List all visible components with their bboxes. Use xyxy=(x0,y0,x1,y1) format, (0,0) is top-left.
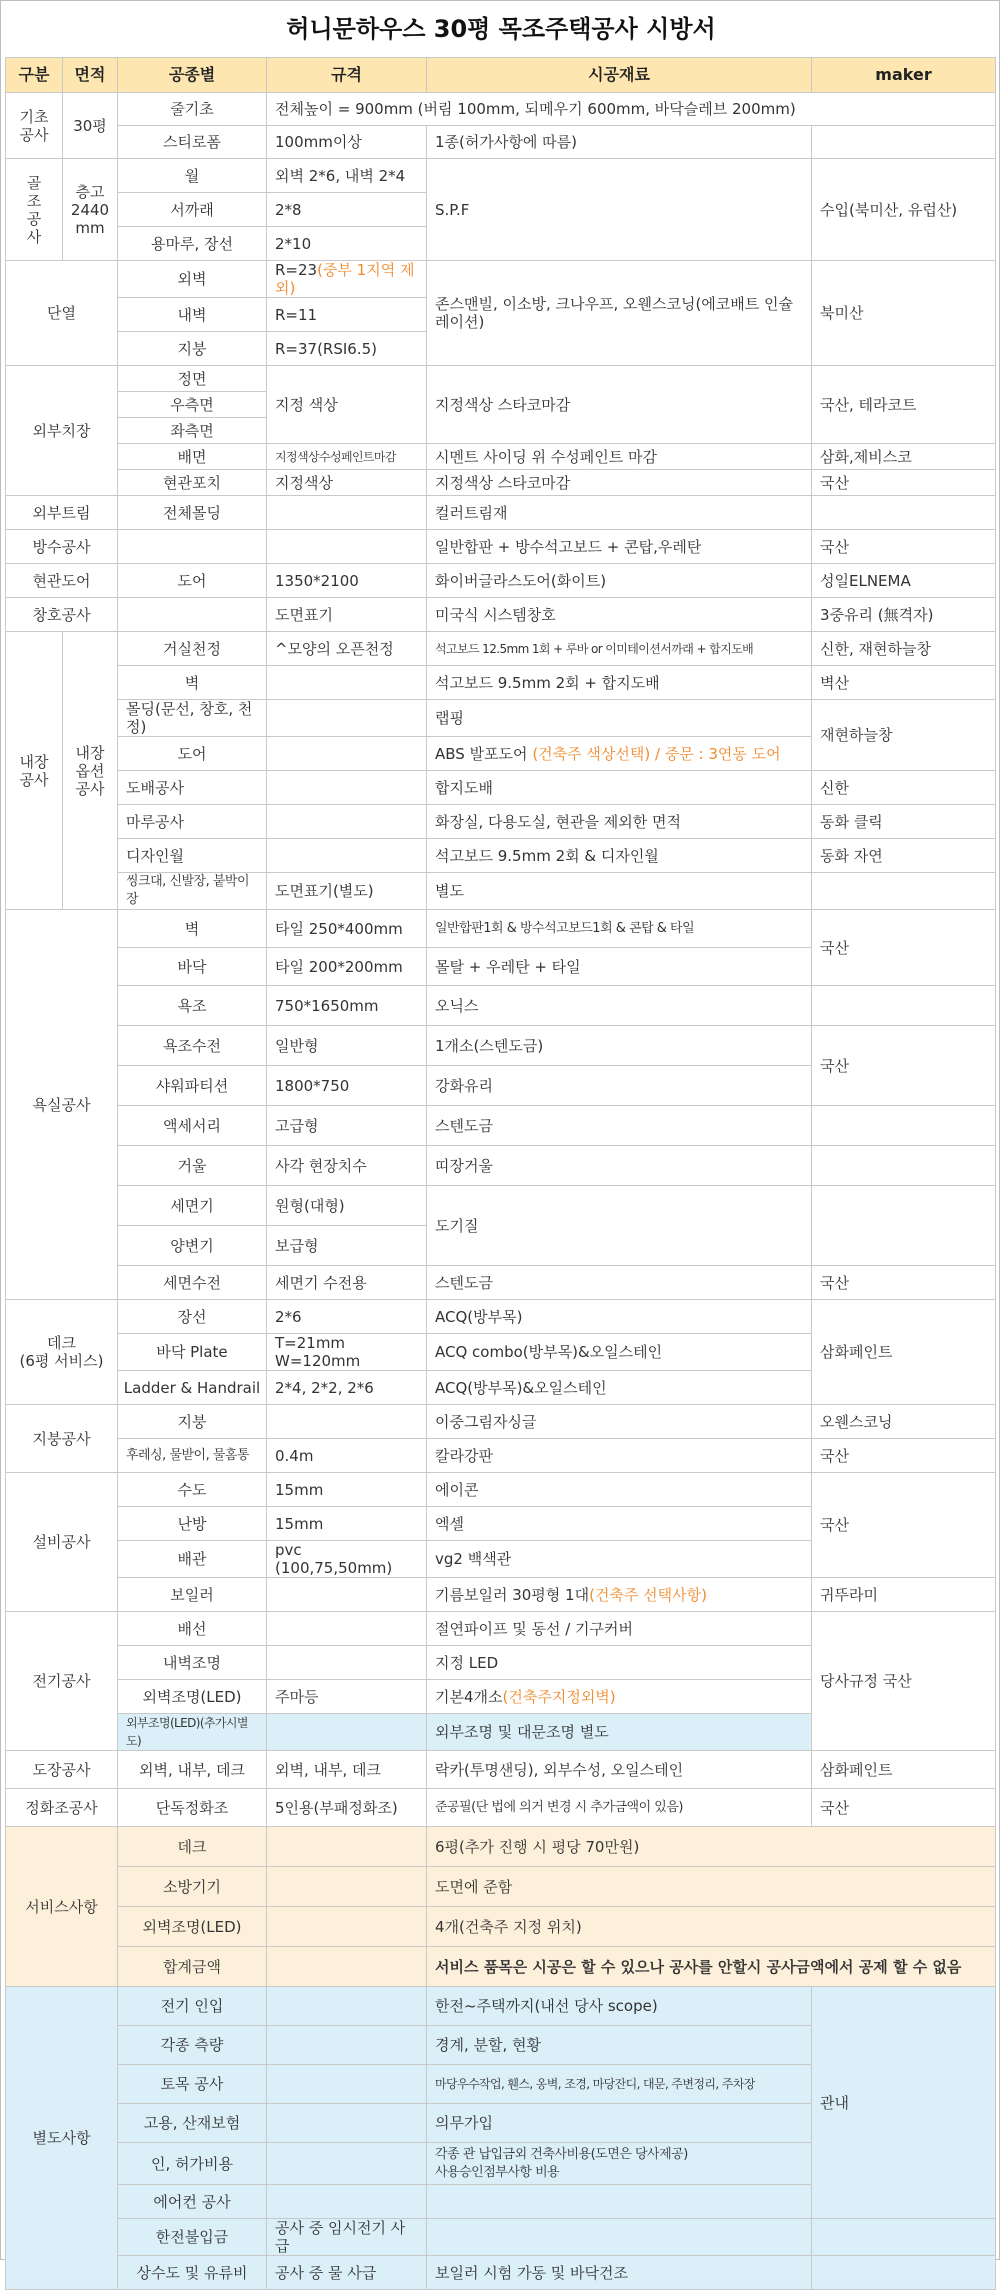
item-cell xyxy=(118,530,267,564)
spec-cell: ^모양의 오픈천정 xyxy=(267,632,427,666)
item-cell: 욕조수전 xyxy=(118,1026,267,1066)
group-label: 골 조 공 사 xyxy=(6,159,63,261)
item-cell: 바닥 xyxy=(118,948,267,986)
item-cell: 세면수전 xyxy=(118,1266,267,1300)
material-cell: 준공필(단 법에 의거 변경 시 추가금액이 있음) xyxy=(427,1789,812,1827)
spec-cell: T=21mm W=120mm xyxy=(267,1334,427,1371)
spec-cell: 15mm xyxy=(267,1507,427,1541)
maker-cell: 귀뚜라미 xyxy=(812,1578,996,1612)
spec-cell: 5인용(부패정화조) xyxy=(267,1789,427,1827)
area-cell: 층고 2440 mm xyxy=(63,159,118,261)
item-cell: 보일러 xyxy=(118,1578,267,1612)
maker-cell: 신한 xyxy=(812,771,996,805)
item-cell: 용마루, 장선 xyxy=(118,227,267,261)
material-cell: 합지도배 xyxy=(427,771,812,805)
area-cell: 30평 xyxy=(63,93,118,159)
spec-cell xyxy=(267,1947,427,1987)
group-label: 외부트림 xyxy=(6,496,118,530)
material-cell: 서비스 품목은 시공은 할 수 있으나 공사를 안할시 공사금액에서 공제 할 수 없음 xyxy=(427,1947,996,1987)
item-cell: 배면 xyxy=(118,444,267,470)
material-cell: 각종 관 납입금외 건축사비용(도면은 당사제공) 사용승인점부사항 비용 xyxy=(427,2143,812,2185)
spec-cell xyxy=(267,2104,427,2143)
material-cell: 띠장거울 xyxy=(427,1146,812,1186)
item-cell: 액세서리 xyxy=(118,1106,267,1146)
maker-cell: 국산 xyxy=(812,470,996,496)
material-cell: 도면에 준함 xyxy=(427,1867,996,1907)
table-row xyxy=(6,470,996,496)
material-cell: 4개(건축주 지정 위치) xyxy=(427,1907,996,1947)
spec-cell xyxy=(267,700,427,737)
group-label: 방수공사 xyxy=(6,530,118,564)
table-row xyxy=(6,1947,996,1987)
table-row xyxy=(6,1987,996,2026)
table-row xyxy=(6,444,996,470)
maker-cell: 국산 xyxy=(812,1439,996,1473)
material-cell: 1종(허가사항에 따름) xyxy=(427,126,812,159)
item-cell: 월 xyxy=(118,159,267,193)
item-cell: 외벽, 내부, 데크 xyxy=(118,1751,267,1789)
maker-cell: 동화 클릭 xyxy=(812,805,996,839)
table-row xyxy=(6,839,996,873)
spec-cell: 도면표기(별도) xyxy=(267,873,427,910)
spec-cell: 2*6 xyxy=(267,1300,427,1334)
maker-cell xyxy=(812,873,996,910)
item-cell: 우측면 xyxy=(118,392,267,418)
spec-cell: 원형(대형) xyxy=(267,1186,427,1226)
item-cell: 스티로폼 xyxy=(118,126,267,159)
group-label: 정화조공사 xyxy=(6,1789,118,1827)
spec-cell xyxy=(267,2143,427,2185)
group-label: 내장 공사 xyxy=(6,632,63,910)
spec-cell: 고급형 xyxy=(267,1106,427,1146)
material-cell: 몰탈 + 우레탄 + 타일 xyxy=(427,948,812,986)
spec-cell xyxy=(267,1612,427,1646)
material-cell: 보일러 시험 가동 및 바닥건조 xyxy=(427,2256,812,2290)
spec-cell xyxy=(267,1646,427,1680)
material-cell: 미국식 시스템창호 xyxy=(427,598,812,632)
item-cell: 소방기기 xyxy=(118,1867,267,1907)
spec-cell: 지정 색상 xyxy=(267,366,427,444)
item-cell: 지붕 xyxy=(118,1405,267,1439)
maker-cell xyxy=(812,2256,996,2290)
material-cell: 엑셀 xyxy=(427,1507,812,1541)
maker-cell: 오웬스코닝 xyxy=(812,1405,996,1439)
table-row xyxy=(6,564,996,598)
spec-cell: R=11 xyxy=(267,298,427,332)
spec-cell xyxy=(267,1827,427,1867)
group-label: 전기공사 xyxy=(6,1612,118,1751)
maker-cell: 국산 xyxy=(812,1473,996,1578)
maker-cell: 재현하늘창 xyxy=(812,700,996,771)
spec-cell: 타일 250*400mm xyxy=(267,910,427,948)
table-row xyxy=(6,1578,996,1612)
material-cell: 에이콘 xyxy=(427,1473,812,1507)
maker-cell: 벽산 xyxy=(812,666,996,700)
material-cell: 화이버글라스도어(화이트) xyxy=(427,564,812,598)
item-cell: 수도 xyxy=(118,1473,267,1507)
material-cell: 스텐도금 xyxy=(427,1266,812,1300)
item-cell: 줄기초 xyxy=(118,93,267,126)
item-cell: 지붕 xyxy=(118,332,267,366)
spec-cell: 세면기 수전용 xyxy=(267,1266,427,1300)
item-cell: 세면기 xyxy=(118,1186,267,1226)
maker-cell: 삼화페인트 xyxy=(812,1300,996,1405)
spec-cell: 0.4m xyxy=(267,1439,427,1473)
group-label: 별도사항 xyxy=(6,1987,118,2290)
material-cell xyxy=(427,2185,812,2219)
table-row xyxy=(6,530,996,564)
item-cell: 인, 허가비용 xyxy=(118,2143,267,2185)
table-row xyxy=(6,666,996,700)
maker-cell: 동화 자연 xyxy=(812,839,996,873)
table-row xyxy=(6,1827,996,1867)
spec-cell: 공사 중 임시전기 사급 xyxy=(267,2219,427,2256)
group-label: 외부치장 xyxy=(6,366,118,496)
material-cell: 지정색상 스타코마감 xyxy=(427,470,812,496)
spec-cell xyxy=(267,1578,427,1612)
maker-cell xyxy=(812,1106,996,1146)
material-cell: 외부조명 및 대문조명 별도 xyxy=(427,1714,812,1751)
spec-cell: 지정색상 xyxy=(267,470,427,496)
material-cell: S.P.F xyxy=(427,159,812,261)
table-row xyxy=(6,93,996,126)
material-cell: 도기질 xyxy=(427,1186,812,1266)
spec-cell xyxy=(267,1867,427,1907)
spec-cell: 타일 200*200mm xyxy=(267,948,427,986)
item-cell: 거울 xyxy=(118,1146,267,1186)
material-cell: 마당우수작업, 휀스, 옹벽, 조경, 마당잔디, 대문, 주변정리, 주차장 xyxy=(427,2065,812,2104)
item-cell: 배관 xyxy=(118,1541,267,1578)
material-cell: 화장실, 다용도실, 현관을 제외한 면적 xyxy=(427,805,812,839)
item-cell: 도배공사 xyxy=(118,771,267,805)
spec-cell xyxy=(267,1987,427,2026)
item-cell: 양변기 xyxy=(118,1226,267,1266)
material-cell: 지정 LED xyxy=(427,1646,812,1680)
item-cell: 외벽 xyxy=(118,261,267,298)
material-cell: 일반합판1회 & 방수석고보드1회 & 콘탑 & 타일 xyxy=(427,910,812,948)
spec-cell xyxy=(267,666,427,700)
group-label: 지붕공사 xyxy=(6,1405,118,1473)
item-cell: 몰딩(문선, 창호, 천정) xyxy=(118,700,267,737)
spec-cell xyxy=(267,496,427,530)
table-row xyxy=(6,632,996,666)
material-cell: 이중그림자싱글 xyxy=(427,1405,812,1439)
table-row xyxy=(6,873,996,910)
maker-cell: 북미산 xyxy=(812,261,996,366)
item-cell: 각종 측량 xyxy=(118,2026,267,2065)
maker-cell: 관내 xyxy=(812,1987,996,2219)
item-cell: 벽 xyxy=(118,910,267,948)
material-cell: 석고보드 12.5mm 1회 + 루바 or 이미테이션서까래 + 합지도배 xyxy=(427,632,812,666)
spec-cell: 100mm이상 xyxy=(267,126,427,159)
spec-cell xyxy=(267,771,427,805)
table-row xyxy=(6,986,996,1026)
group-label: 도장공사 xyxy=(6,1751,118,1789)
maker-cell: 국산, 테라코트 xyxy=(812,366,996,444)
item-cell: 상수도 및 유류비 xyxy=(118,2256,267,2290)
spec-cell xyxy=(267,2026,427,2065)
spec-cell xyxy=(267,1907,427,1947)
spec-cell: 주마등 xyxy=(267,1680,427,1714)
maker-cell: 국산 xyxy=(812,530,996,564)
group-label: 기초 공사 xyxy=(6,93,63,159)
group-label: 서비스사항 xyxy=(6,1827,118,1987)
material-cell: 스텐도금 xyxy=(427,1106,812,1146)
material-cell: 랩핑 xyxy=(427,700,812,737)
table-row xyxy=(6,1751,996,1789)
material-cell: 기름보일러 30평형 1대(건축주 선택사항) xyxy=(427,1578,812,1612)
material-cell: 별도 xyxy=(427,873,812,910)
spec-cell: 외벽, 내부, 데크 xyxy=(267,1751,427,1789)
item-cell: 디자인월 xyxy=(118,839,267,873)
maker-cell xyxy=(812,1146,996,1186)
material-cell: ACQ combo(방부목)&오일스테인 xyxy=(427,1334,812,1371)
table-row xyxy=(6,805,996,839)
spec-cell xyxy=(267,2065,427,2104)
table-row xyxy=(6,1439,996,1473)
table-row xyxy=(6,1907,996,1947)
table-row xyxy=(6,1612,996,1646)
spec-cell: 1800*750 xyxy=(267,1066,427,1106)
item-cell: 거실천정 xyxy=(118,632,267,666)
item-cell: 난방 xyxy=(118,1507,267,1541)
table-row xyxy=(6,1186,996,1226)
item-cell: 외벽조명(LED) xyxy=(118,1680,267,1714)
subgroup-label: 내장 옵션 공사 xyxy=(63,632,118,910)
spec-cell xyxy=(267,530,427,564)
material-cell: ACQ(방부목)&오일스테인 xyxy=(427,1371,812,1405)
spec-cell: 도면표기 xyxy=(267,598,427,632)
spec-cell xyxy=(267,1405,427,1439)
material-cell: 기본4개소(건축주지정외벽) xyxy=(427,1680,812,1714)
page-title: 허니문하우스 30평 목조주택공사 시방서 xyxy=(286,15,716,43)
maker-cell: 신한, 재현하늘창 xyxy=(812,632,996,666)
table-row xyxy=(6,159,996,193)
material-cell: 절연파이프 및 동선 / 기구커버 xyxy=(427,1612,812,1646)
spec-cell: 1350*2100 xyxy=(267,564,427,598)
item-cell: 합계금액 xyxy=(118,1947,267,1987)
table-row xyxy=(6,598,996,632)
maker-cell: 국산 xyxy=(812,1789,996,1827)
item-cell: 단독정화조 xyxy=(118,1789,267,1827)
maker-cell: 수입(북미산, 유럽산) xyxy=(812,159,996,261)
item-cell: 외부조명(LED)(추가시별도) xyxy=(118,1714,267,1751)
spec-cell: 공사 중 물 사급 xyxy=(267,2256,427,2290)
group-label: 현관도어 xyxy=(6,564,118,598)
maker-cell xyxy=(812,986,996,1026)
maker-cell: 국산 xyxy=(812,1266,996,1300)
group-label: 단열 xyxy=(6,261,118,366)
table-row xyxy=(6,771,996,805)
spec-cell: 15mm xyxy=(267,1473,427,1507)
spec-cell: 전체높이 = 900mm (버림 100mm, 되메우기 600mm, 바닥슬레브 200mm) xyxy=(267,93,996,126)
table-row xyxy=(6,261,996,298)
maker-cell: 성일ELNEMA xyxy=(812,564,996,598)
item-cell: 욕조 xyxy=(118,986,267,1026)
material-cell: 석고보드 9.5mm 2회 + 합지도배 xyxy=(427,666,812,700)
spec-cell: 2*10 xyxy=(267,227,427,261)
spec-cell xyxy=(267,839,427,873)
item-cell xyxy=(118,598,267,632)
table-row xyxy=(6,1026,996,1066)
item-cell: 데크 xyxy=(118,1827,267,1867)
table-row xyxy=(6,1106,996,1146)
table-row xyxy=(6,366,996,392)
group-label: 데크 (6평 서비스) xyxy=(6,1300,118,1405)
table-row xyxy=(6,2219,996,2256)
item-cell: 장선 xyxy=(118,1300,267,1334)
table-row xyxy=(6,1405,996,1439)
material-cell: 경계, 분할, 현황 xyxy=(427,2026,812,2065)
maker-cell xyxy=(812,126,996,159)
item-cell: 전기 인입 xyxy=(118,1987,267,2026)
material-cell: 컬러트림재 xyxy=(427,496,812,530)
material-cell: 존스맨빌, 이소방, 크나우프, 오웬스코닝(에코배트 인슐레이션) xyxy=(427,261,812,366)
spec-cell xyxy=(267,805,427,839)
spec-cell: 보급형 xyxy=(267,1226,427,1266)
item-cell: 전체몰딩 xyxy=(118,496,267,530)
table-row xyxy=(6,1146,996,1186)
table-row xyxy=(6,910,996,948)
material-cell: 강화유리 xyxy=(427,1066,812,1106)
material-cell xyxy=(427,2219,812,2256)
item-cell: 바닥 Plate xyxy=(118,1334,267,1371)
spec-table xyxy=(5,57,996,2290)
item-cell: 샤워파티션 xyxy=(118,1066,267,1106)
spec-cell xyxy=(267,2185,427,2219)
table-row xyxy=(6,1867,996,1907)
item-cell: Ladder & Handrail xyxy=(118,1371,267,1405)
item-cell: 정면 xyxy=(118,366,267,392)
header-work-type: 공종별 xyxy=(118,58,267,93)
table-row xyxy=(6,1300,996,1334)
material-cell: 일반합판 + 방수석고보드 + 콘탑,우레탄 xyxy=(427,530,812,564)
item-cell: 한전불입금 xyxy=(118,2219,267,2256)
material-cell: 칼라강판 xyxy=(427,1439,812,1473)
maker-cell: 삼화,제비스코 xyxy=(812,444,996,470)
item-cell: 배선 xyxy=(118,1612,267,1646)
item-cell: 내벽조명 xyxy=(118,1646,267,1680)
group-label: 욕실공사 xyxy=(6,910,118,1300)
header-maker: maker xyxy=(812,58,996,93)
spec-cell: 2*4, 2*2, 2*6 xyxy=(267,1371,427,1405)
material-cell: 시멘트 사이딩 위 수성페인트 마감 xyxy=(427,444,812,470)
table-row xyxy=(6,1473,996,1507)
table-row xyxy=(6,2256,996,2290)
spec-cell: 일반형 xyxy=(267,1026,427,1066)
item-cell: 현관포치 xyxy=(118,470,267,496)
table-row xyxy=(6,1789,996,1827)
header-spec: 규격 xyxy=(267,58,427,93)
material-cell: 한전~주택까지(내선 당사 scope) xyxy=(427,1987,812,2026)
spec-cell: 2*8 xyxy=(267,193,427,227)
spec-cell: 750*1650mm xyxy=(267,986,427,1026)
maker-cell xyxy=(812,2219,996,2256)
material-cell: 오닉스 xyxy=(427,986,812,1026)
header-material: 시공재료 xyxy=(427,58,812,93)
group-label: 설비공사 xyxy=(6,1473,118,1612)
table-row xyxy=(6,496,996,530)
material-cell: 1개소(스텐도금) xyxy=(427,1026,812,1066)
maker-cell xyxy=(812,1186,996,1266)
table-row xyxy=(6,1266,996,1300)
item-cell: 좌측면 xyxy=(118,418,267,444)
item-cell: 씽크대, 신발장, 붙박이장 xyxy=(118,873,267,910)
spec-cell: 사각 현장치수 xyxy=(267,1146,427,1186)
table-row xyxy=(6,700,996,737)
material-cell: 지정색상 스타코마감 xyxy=(427,366,812,444)
spec-cell xyxy=(267,1714,427,1751)
maker-cell: 삼화페인트 xyxy=(812,1751,996,1789)
spec-cell: 외벽 2*6, 내벽 2*4 xyxy=(267,159,427,193)
spec-cell xyxy=(267,737,427,771)
item-cell: 후레싱, 물받이, 물홈통 xyxy=(118,1439,267,1473)
material-cell: ABS 발포도어 (건축주 색상선택) / 중문 : 3연동 도어 xyxy=(427,737,812,771)
group-label: 창호공사 xyxy=(6,598,118,632)
item-cell: 도어 xyxy=(118,564,267,598)
table-row xyxy=(6,126,996,159)
maker-cell: 3중유리 (無격자) xyxy=(812,598,996,632)
item-cell: 에어컨 공사 xyxy=(118,2185,267,2219)
item-cell: 내벽 xyxy=(118,298,267,332)
item-cell: 도어 xyxy=(118,737,267,771)
material-cell: ACQ(방부목) xyxy=(427,1300,812,1334)
spec-cell: R=37(RSI6.5) xyxy=(267,332,427,366)
header-category: 구분 xyxy=(6,58,63,93)
material-cell: 6평(추가 진행 시 평당 70만원) xyxy=(427,1827,996,1867)
material-cell: 의무가입 xyxy=(427,2104,812,2143)
maker-cell: 국산 xyxy=(812,910,996,986)
item-cell: 마루공사 xyxy=(118,805,267,839)
maker-cell xyxy=(812,496,996,530)
spec-cell: 지정색상수성페인트마감 xyxy=(267,444,427,470)
header-area: 면적 xyxy=(63,58,118,93)
item-cell: 서까래 xyxy=(118,193,267,227)
material-cell: vg2 백색관 xyxy=(427,1541,812,1578)
item-cell: 토목 공사 xyxy=(118,2065,267,2104)
item-cell: 벽 xyxy=(118,666,267,700)
spec-cell: R=23(중부 1지역 제외) xyxy=(267,261,427,298)
item-cell: 고용, 산재보험 xyxy=(118,2104,267,2143)
item-cell: 외벽조명(LED) xyxy=(118,1907,267,1947)
material-cell: 석고보드 9.5mm 2회 & 디자인월 xyxy=(427,839,812,873)
material-cell: 락카(투명샌딩), 외부수성, 오일스테인 xyxy=(427,1751,812,1789)
maker-cell: 국산 xyxy=(812,1026,996,1106)
header-row xyxy=(6,58,996,93)
spec-cell: pvc (100,75,50mm) xyxy=(267,1541,427,1578)
maker-cell: 당사규정 국산 xyxy=(812,1612,996,1751)
